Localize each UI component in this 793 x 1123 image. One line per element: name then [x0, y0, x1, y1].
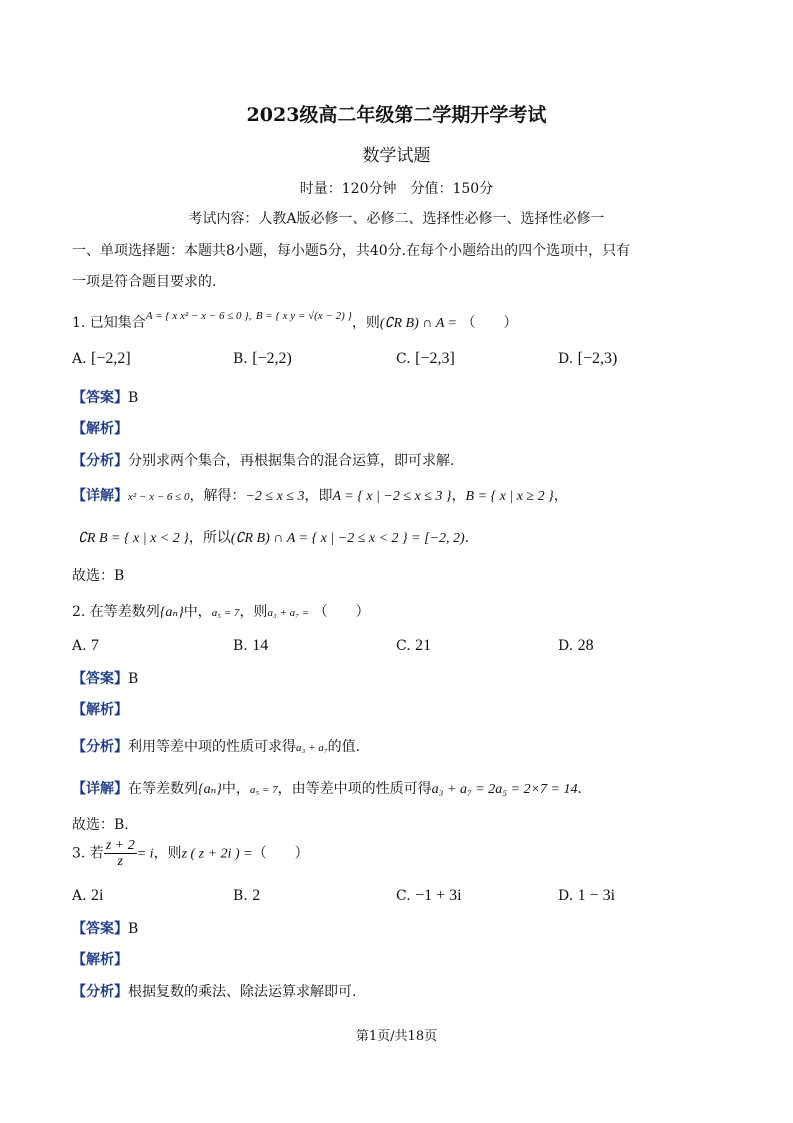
option-value: 2i: [91, 887, 104, 904]
fraction-denominator: z: [117, 854, 123, 869]
fenxi-text: 利用等差中项的性质可求得: [128, 739, 296, 755]
q2-text: 中，: [183, 604, 212, 620]
answer-value: B: [128, 671, 139, 687]
q3-paren: （ ）: [252, 845, 309, 862]
fenxi-tag: 【分析】: [72, 453, 128, 469]
option-label: A.: [72, 638, 87, 654]
q2-given: a₅ = 7: [211, 607, 240, 619]
detail-text: ，: [451, 488, 466, 504]
detail-math: −2 ≤ x ≤ 3: [245, 489, 305, 504]
fenxi-math: a₃ + a₇: [296, 742, 328, 754]
detail-text: ，即: [304, 488, 333, 504]
detail-text: ，由等差中项的性质可得: [277, 781, 432, 797]
answer-value: B: [128, 390, 139, 406]
option-value: 28: [577, 637, 594, 654]
option-value: [−2,3): [577, 350, 618, 367]
detail-text: ，: [553, 488, 568, 504]
option-label: C.: [396, 888, 411, 904]
answer-tag: 【答案】: [72, 390, 128, 406]
option-label: A.: [72, 888, 87, 904]
option-label: B.: [233, 888, 248, 904]
detail-text: .: [464, 530, 470, 546]
detail-math: a₃ + a₇ = 2a₅ = 2×7 = 14: [431, 782, 578, 797]
q1-option-a: [72, 350, 131, 368]
fraction-numerator: z + 2: [105, 838, 135, 853]
fenxi-text: 根据复数的乘法、除法运算求解即可.: [128, 984, 357, 1000]
q2-answer: [72, 668, 138, 688]
q3-analysis: [72, 949, 128, 969]
detail-math: B = { x | x ≥ 2 }: [465, 489, 554, 504]
time-score: 时量：120分钟 分值：150分: [299, 181, 494, 197]
option-value: 1 − 3i: [577, 887, 616, 904]
exam-title: 2023级高二年级第二学期开学考试: [246, 104, 547, 126]
option-value: [−2,3]: [415, 350, 455, 367]
analysis-tag: 【解析】: [72, 702, 128, 718]
option-value: 21: [415, 637, 432, 654]
q3-option-c: [396, 887, 462, 905]
q3-option-a: [72, 887, 103, 905]
option-label: B.: [233, 638, 248, 654]
q1-answer: [72, 387, 138, 407]
option-label: D.: [558, 888, 574, 904]
question-1-stem: [72, 312, 518, 332]
q3-option-d: [558, 887, 615, 905]
option-value: −1 + 3i: [415, 887, 462, 904]
option-label: B.: [233, 351, 248, 367]
fenxi-text: 分别求两个集合，再根据集合的混合运算，即可求解.: [128, 453, 455, 469]
q2-expr: a₃ + a₇ =: [267, 607, 310, 619]
answer-tag: 【答案】: [72, 671, 128, 687]
q3-text: ，则: [153, 845, 182, 862]
q1-prefix: 1. 已知集合: [72, 315, 146, 331]
q2-analysis: [72, 699, 128, 719]
q1-set-b: B = { x y = √(x − 2) }: [255, 310, 352, 322]
q1-fenxi: [72, 450, 454, 470]
option-label: C.: [396, 351, 411, 367]
q3-eq: = i: [136, 846, 154, 862]
q2-option-b: [233, 637, 268, 655]
exam-content: 考试内容：人教A版必修一、必修二、选择性必修一、选择性必修一: [188, 211, 605, 227]
detail-text: 中，: [221, 781, 250, 797]
q1-paren: （ ）: [461, 315, 518, 331]
q3-answer: [72, 918, 138, 938]
fenxi-tag: 【分析】: [72, 984, 128, 1000]
option-value: [−2,2): [252, 350, 292, 367]
q2-choose: 故选：B.: [72, 817, 129, 833]
q1-analysis: [72, 418, 128, 438]
q3-fenxi: [72, 981, 356, 1001]
page-number: 第1页/共18页: [355, 1029, 438, 1044]
q3-fraction: [104, 838, 137, 869]
fenxi-tag: 【分析】: [72, 739, 128, 755]
option-value: 14: [252, 637, 269, 654]
detail-text: ，所以: [188, 530, 231, 546]
q2-option-c: [396, 637, 431, 655]
option-value: [−2,2]: [91, 350, 131, 367]
q3-prefix: 3. 若: [72, 845, 104, 862]
q2-detail: [72, 778, 582, 798]
detail-math: a₅ = 7: [249, 784, 278, 796]
question-3-stem: [72, 838, 309, 869]
question-2-stem: [72, 601, 370, 621]
q1-option-c: [396, 350, 455, 368]
detail-text: .: [577, 781, 582, 797]
option-value: 7: [91, 637, 100, 654]
section-heading-line2: 一项是符合题目要求的.: [72, 274, 217, 290]
detail-math: x² − x − 6 ≤ 0: [128, 491, 190, 503]
detail-math: (∁R B) ∩ A = { x | −2 ≤ x < 2 } = [−2, 2): [230, 531, 465, 546]
q1-mid: ，则: [351, 315, 380, 331]
q2-prefix: 2. 在等差数列: [72, 604, 160, 620]
q2-fenxi: [72, 736, 360, 756]
detail-text: 在等差数列: [128, 781, 198, 797]
detail-tag: 【详解】: [72, 488, 128, 504]
detail-text: ，解得：: [189, 488, 246, 504]
q2-text: ，则: [239, 604, 268, 620]
detail-tag: 【详解】: [72, 781, 128, 797]
analysis-tag: 【解析】: [72, 952, 128, 968]
option-value: 2: [252, 887, 261, 904]
answer-value: B: [128, 921, 139, 937]
q2-option-a: [72, 637, 99, 655]
option-label: D.: [558, 638, 574, 654]
detail-math: ∁R B = { x | x < 2 }: [78, 531, 189, 546]
q1-option-d: [558, 350, 617, 368]
detail-math: {aₙ}: [198, 782, 222, 797]
q1-expr: (∁R B) ∩ A =: [379, 316, 458, 331]
analysis-tag: 【解析】: [72, 421, 128, 437]
q1-detail-line2: [78, 527, 469, 547]
section-heading-line1: 一、单项选择题：本题共8小题，每小题5分，共40分.在每个小题给出的四个选项中，只有: [72, 243, 631, 259]
q2-paren: （ ）: [313, 604, 370, 620]
q1-option-b: [233, 350, 292, 368]
q1-detail-line1: [72, 485, 568, 505]
q3-option-b: [233, 887, 260, 905]
fenxi-text: 的值.: [327, 739, 361, 755]
option-label: C.: [396, 638, 411, 654]
option-label: D.: [558, 351, 574, 367]
q2-option-d: [558, 637, 594, 655]
subject-title: 数学试题: [362, 146, 431, 166]
answer-tag: 【答案】: [72, 921, 128, 937]
q1-set-a: A = { x x² − x − 6 ≤ 0 },: [145, 310, 252, 322]
q3-expr: z ( z + 2i ) =: [181, 846, 253, 862]
option-label: A.: [72, 351, 87, 367]
detail-math: A = { x | −2 ≤ x ≤ 3 }: [332, 489, 452, 504]
q1-choose: 故选：B: [72, 568, 125, 584]
q2-sequence: {aₙ}: [159, 605, 184, 620]
